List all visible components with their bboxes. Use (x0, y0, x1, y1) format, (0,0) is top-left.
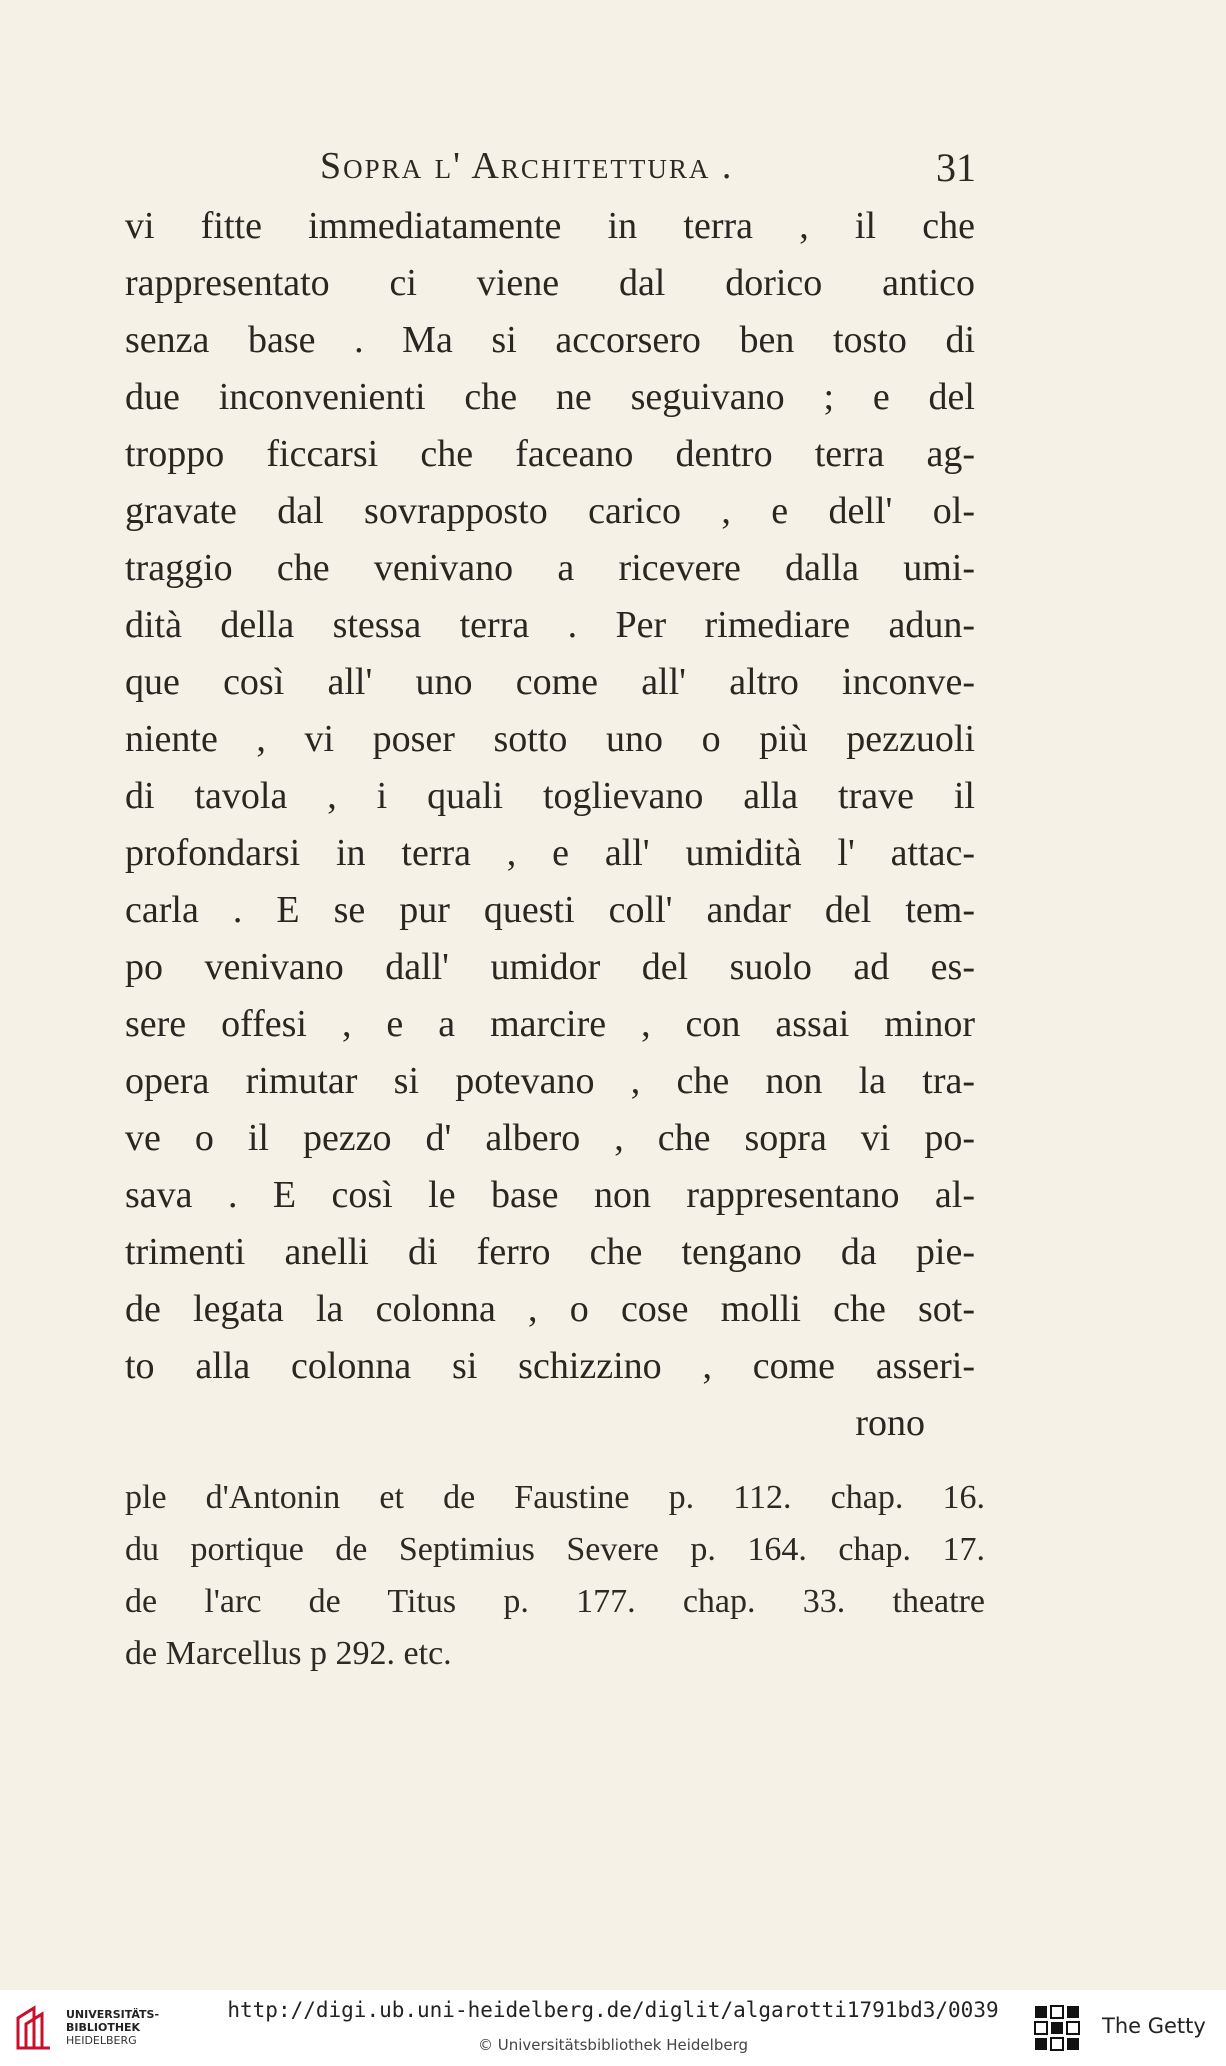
text-line: niente , vi poser sotto uno o più pezzuoli (125, 718, 975, 760)
text-line: po venivano dall' umidor del suolo ad es- (125, 946, 975, 988)
library-name-line: BIBLIOTHEK (66, 2021, 141, 2034)
text-line: traggio che venivano a ricevere dalla umi- (125, 547, 975, 589)
text-line: ve o il pezzo d' albero , che sopra vi po- (125, 1117, 975, 1159)
text-line: opera rimutar si potevano , che non la tra- (125, 1060, 975, 1102)
library-name-line: HEIDELBERG (66, 2034, 137, 2047)
footnote-line: du portique de Septimius Severe p. 164. chap. 17. (125, 1531, 985, 1568)
text-line: di tavola , i quali toglievano alla trave il (125, 775, 975, 817)
footnote-line: de Marcellus p 292. etc. (125, 1635, 452, 1672)
text-line: senza base . Ma si accorsero ben tosto di (125, 319, 975, 361)
text-line: due inconvenienti che ne seguivano ; e del (125, 376, 975, 418)
footer-bar (0, 1990, 1226, 2066)
footnote-line: de l'arc de Titus p. 177. chap. 33. theatre (125, 1583, 985, 1620)
text-line: gravate dal sovrapposto carico , e dell' ol- (125, 490, 975, 532)
page-number: 31 (936, 145, 976, 190)
text-line: sere offesi , e a marcire , con assai minor (125, 1003, 975, 1045)
library-name-line: UNIVERSITÄTS- (66, 2008, 160, 2021)
text-line: rappresentato ci viene dal dorico antico (125, 262, 975, 304)
text-line: que così all' uno come all' altro inconve- (125, 661, 975, 703)
footnotes (125, 1472, 985, 1680)
footnote-line: ple d'Antonin et de Faustine p. 112. chap. 16. (125, 1479, 985, 1516)
page-header (125, 140, 976, 190)
text-line: profondarsi in terra , e all' umidità l' attac- (125, 832, 975, 874)
text-line: trimenti anelli di ferro che tengano da pie- (125, 1231, 975, 1273)
body-text (125, 198, 975, 1452)
permalink-url[interactable]: http://digi.ub.uni-heidelberg.de/diglit/algarotti1791bd3/0039 (227, 1998, 999, 2022)
catchword: rono (855, 1402, 925, 1444)
text-line: vi fitte immediatamente in terra , il che (125, 205, 975, 247)
text-line: troppo ficcarsi che faceano dentro terra ag- (125, 433, 975, 475)
copyright-notice: © Universitätsbibliothek Heidelberg (477, 2036, 748, 2054)
text-line: dità della stessa terra . Per rimediare adun- (125, 604, 975, 646)
running-title: Sopra l' Architettura . (320, 145, 734, 187)
getty-name[interactable]: The Getty (1102, 2014, 1206, 2038)
text-line: sava . E così le base non rappresentano al- (125, 1174, 975, 1216)
getty-logo-icon (1033, 2004, 1081, 2052)
text-line: to alla colonna si schizzino , come asseri- (125, 1345, 975, 1387)
text-line: de legata la colonna , o cose molli che sot- (125, 1288, 975, 1330)
text-line: carla . E se pur questi coll' andar del tem- (125, 889, 975, 931)
